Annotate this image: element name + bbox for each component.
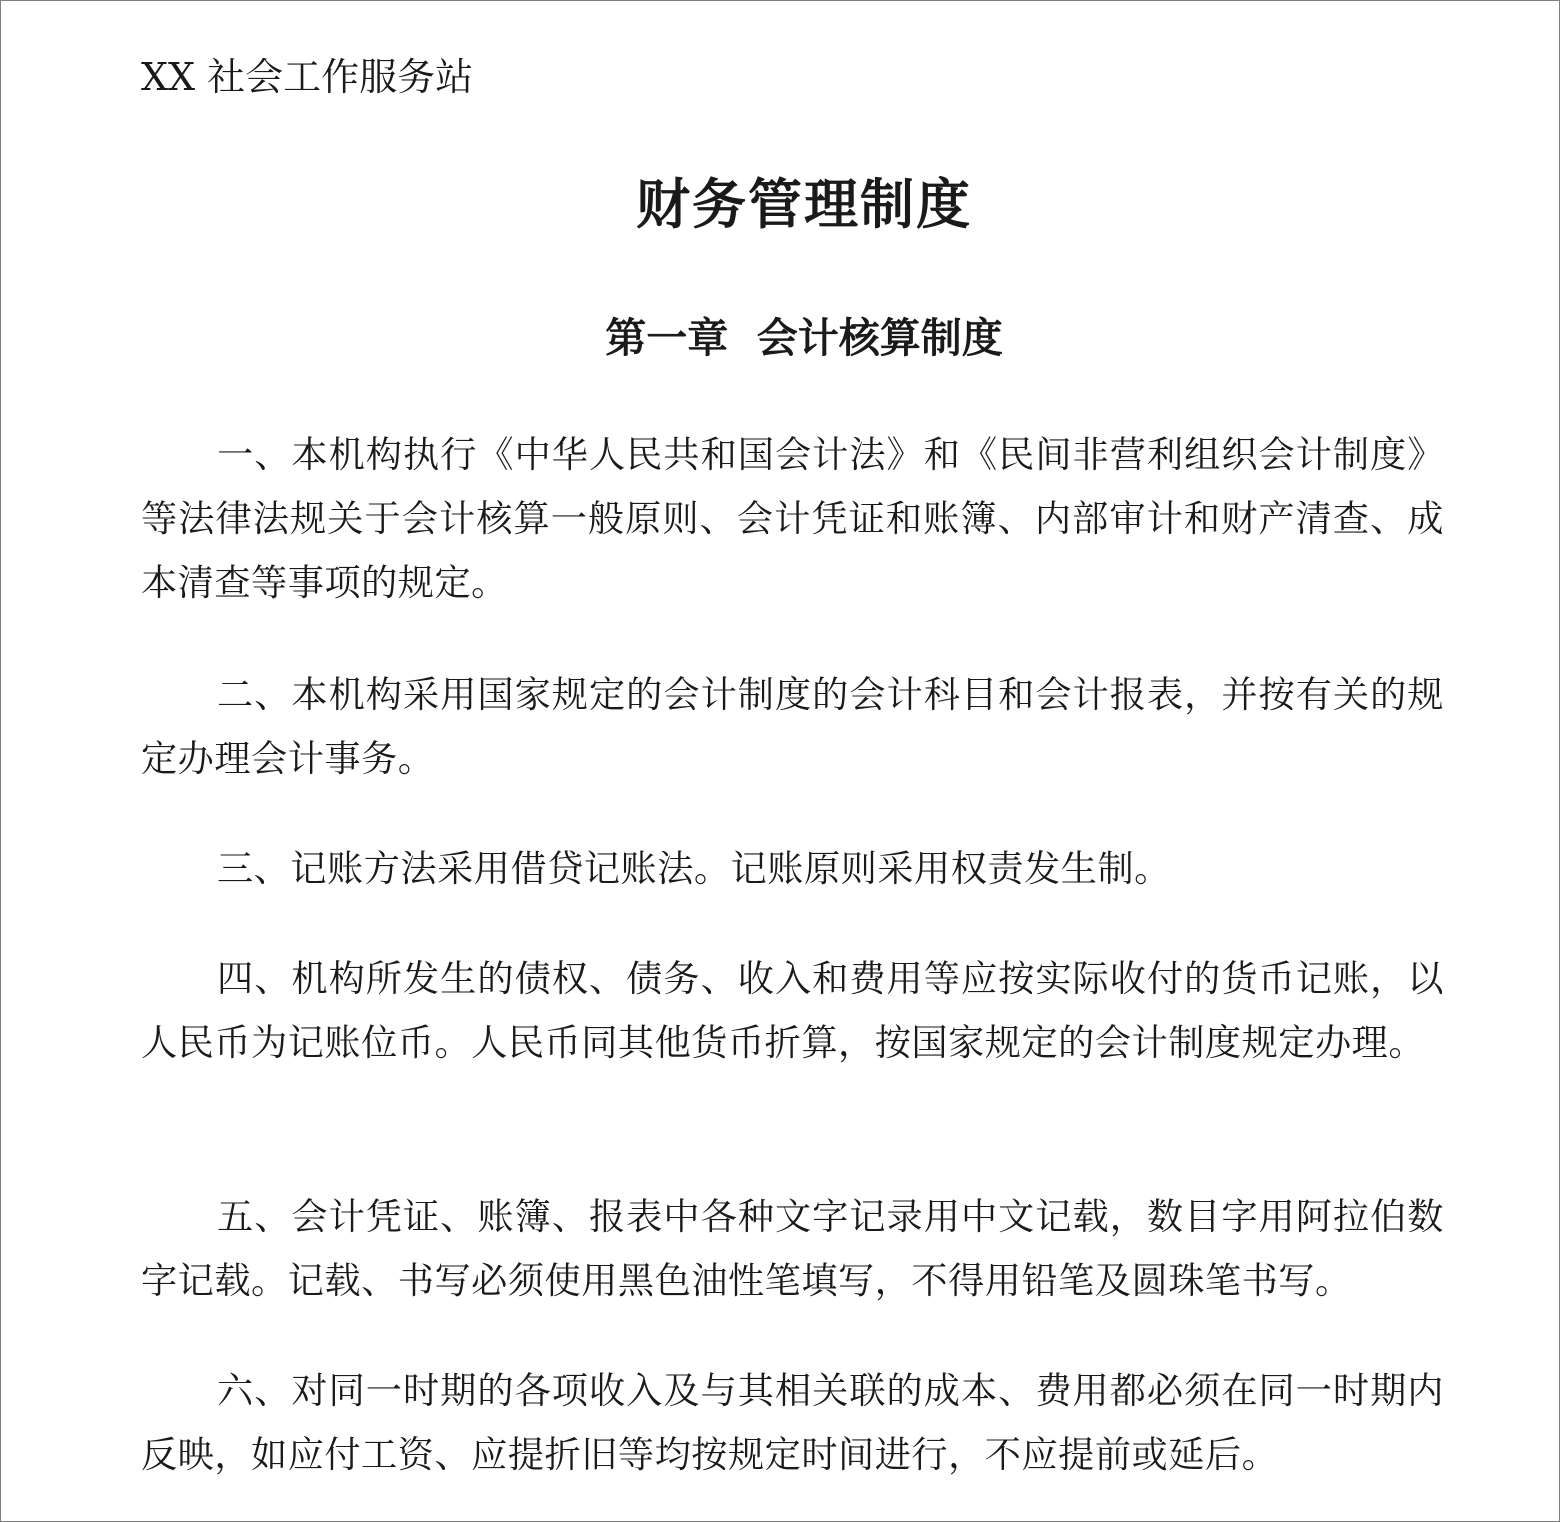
paragraph-2: 二、本机构采用国家规定的会计制度的会计科目和会计报表，并按有关的规定办理会计事务。 xyxy=(141,673,1444,780)
paragraph-6: 六、对同一时期的各项收入及与其相关联的成本、费用都必须在同一时期内反映，如应付工资、应提折旧等均按规定时间进行，不应提前或延后。 xyxy=(141,1369,1444,1476)
paragraph-3: 三、记账方法采用借贷记账法。记账原则采用权责发生制。 xyxy=(217,847,1171,890)
paragraph-4: 四、机构所发生的债权、债务、收入和费用等应按实际收付的货币记账，以人民币为记账位币。人民币同其他货币折算，按国家规定的会计制度规定办理。 xyxy=(141,957,1444,1064)
document-title: 财务管理制度 xyxy=(636,172,972,236)
chapter-heading: 第一章 会计核算制度 xyxy=(605,314,1003,362)
paragraph-5: 五、会计凭证、账簿、报表中各种文字记录用中文记载，数目字用阿拉伯数字记载。记载、书写必须使用黑色油性笔填写，不得用铅笔及圆珠笔书写。 xyxy=(141,1195,1444,1302)
paragraph-1: 一、本机构执行《中华人民共和国会计法》和《民间非营利组织会计制度》等法律法规关于会计核算一般原则、会计凭证和账簿、内部审计和财产清查、成本清查等事项的规定。 xyxy=(141,433,1444,604)
organization-name: XX 社会工作服务站 xyxy=(141,55,474,99)
